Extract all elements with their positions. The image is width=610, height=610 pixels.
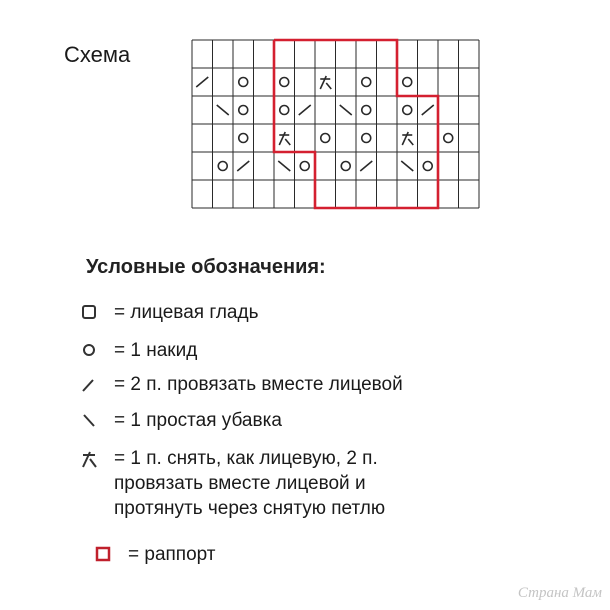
legend-item-text: = лицевая гладь	[114, 302, 259, 323]
circle-icon	[80, 338, 104, 363]
chart-symbol-ssk	[340, 105, 352, 115]
chart-symbol-central-decrease	[320, 76, 331, 89]
chart-symbol-k2tog	[299, 105, 311, 115]
red-square-icon	[94, 542, 118, 567]
square-icon	[80, 300, 104, 325]
chart-symbol-yarn-over	[239, 106, 248, 115]
chart-title: Схема	[64, 42, 131, 67]
watermark: Страна Мам	[517, 585, 602, 601]
chart-symbol-central-decrease	[402, 132, 413, 145]
slash-icon	[80, 372, 104, 397]
chart-symbol-k2tog	[422, 105, 434, 115]
chart-symbol-yarn-over	[280, 78, 289, 87]
legend-item-text: = 1 накид	[114, 340, 198, 361]
legend-item-text: = 1 п. снять, как лицевую, 2 п.	[114, 448, 378, 469]
chart-symbol-k2tog	[196, 77, 208, 87]
chart-symbol-yarn-over	[403, 78, 412, 87]
chart-symbol-k2tog	[360, 161, 372, 171]
legend-item-text: = 1 простая убавка	[114, 410, 282, 431]
chart-symbol-central-decrease	[279, 132, 290, 145]
chart-symbol-yarn-over	[321, 134, 330, 143]
chart-symbol-k2tog	[237, 161, 249, 171]
backslash-icon	[80, 408, 104, 433]
chart-symbol-yarn-over	[403, 106, 412, 115]
chart-symbol-yarn-over	[362, 78, 371, 87]
legend-item-text: протянуть через снятую петлю	[114, 498, 386, 519]
chart-symbol-yarn-over	[218, 162, 227, 171]
legend-item-text: = 2 п. провязать вместе лицевой	[114, 374, 403, 395]
chart-symbol-yarn-over	[362, 134, 371, 143]
chart-symbol-yarn-over	[239, 78, 248, 87]
chart-symbol-ssk	[278, 161, 290, 171]
chart-symbol-yarn-over	[300, 162, 309, 171]
chart-symbol-ssk	[217, 105, 229, 115]
chart-symbol-yarn-over	[362, 106, 371, 115]
legend-heading: Условные обозначения:	[86, 256, 326, 278]
decrease-icon	[80, 446, 104, 471]
chart-symbol-yarn-over	[280, 106, 289, 115]
chart-symbol-yarn-over	[341, 162, 350, 171]
chart-symbol-yarn-over	[444, 134, 453, 143]
chart-symbol-yarn-over	[239, 134, 248, 143]
legend-item-text: = раппорт	[128, 544, 216, 565]
chart-symbol-yarn-over	[423, 162, 432, 171]
legend-item-text: провязать вместе лицевой и	[114, 473, 366, 494]
chart-symbol-ssk	[401, 161, 413, 171]
